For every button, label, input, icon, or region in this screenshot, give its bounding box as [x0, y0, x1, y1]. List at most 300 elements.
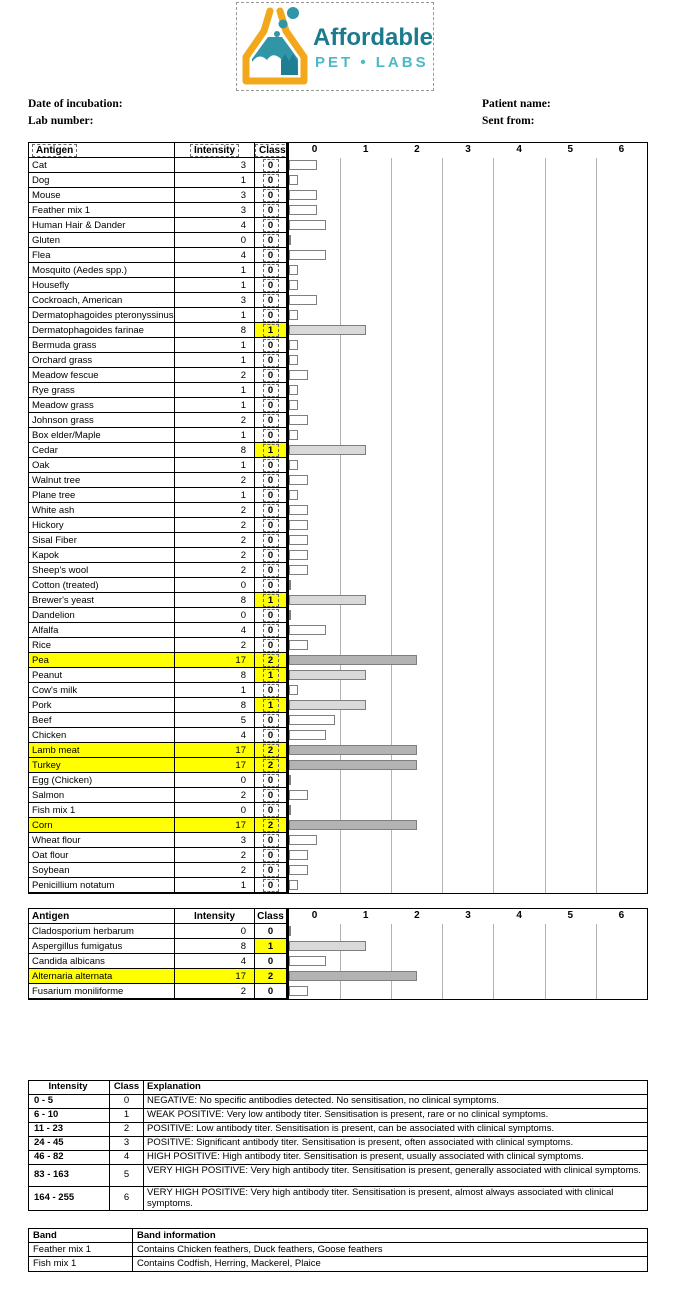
- antigen-row: [29, 939, 647, 954]
- explanation-text: HIGH POSITIVE: High antibody titer. Sensitisation is present, usually associated with clinical symptoms.: [144, 1151, 647, 1165]
- intensity-bar: [289, 160, 317, 170]
- chart-gridline: [596, 158, 597, 893]
- antigen-name: Rice: [29, 638, 175, 653]
- class-value: 0: [263, 189, 279, 202]
- intensity-value: 8: [175, 443, 255, 458]
- intensity-range: 6 - 10: [29, 1109, 110, 1123]
- axis-row: [289, 143, 647, 158]
- class-value: 0: [263, 489, 279, 502]
- intensity-range: 83 - 163: [29, 1165, 110, 1187]
- pet-labs-flask-icon: [237, 4, 433, 90]
- antigen-row: [29, 653, 647, 668]
- antigen-row: [29, 863, 647, 878]
- antigen-row: [29, 293, 647, 308]
- intensity-bar: [289, 220, 326, 230]
- antigen-row: [29, 713, 647, 728]
- class-cell: [255, 743, 289, 758]
- antigen-name: Oak: [29, 458, 175, 473]
- bar-cell: [289, 758, 647, 773]
- intensity-value: 2: [175, 503, 255, 518]
- antigen-name: Aspergillus fumigatus: [29, 939, 175, 954]
- class-cell: [255, 398, 289, 413]
- intensity-value: 8: [175, 698, 255, 713]
- chart-gridline: [442, 924, 443, 999]
- intensity-bar: [289, 850, 308, 860]
- mold-results-table: [28, 908, 648, 1000]
- explanation-row: [29, 1109, 647, 1123]
- intensity-bar: [289, 475, 308, 485]
- antigen-name: Mosquito (Aedes spp.): [29, 263, 175, 278]
- bar-cell: [289, 638, 647, 653]
- intensity-bar: [289, 745, 417, 755]
- antigen-row: [29, 533, 647, 548]
- explanation-text: WEAK POSITIVE: Very low antibody titer. Sensitisation is present, rare or no clinical symptoms.: [144, 1109, 647, 1123]
- intensity-bar: [289, 250, 326, 260]
- intensity-value: 8: [175, 668, 255, 683]
- antigen-row: [29, 458, 647, 473]
- explanation-header-row: [29, 1081, 647, 1095]
- class-cell: [255, 293, 289, 308]
- intensity-bar: [289, 956, 326, 966]
- intensity-value: 17: [175, 653, 255, 668]
- antigen-row: [29, 503, 647, 518]
- class-value: 0: [263, 684, 279, 697]
- antigen-name: Kapok: [29, 548, 175, 563]
- intensity-bar: [289, 535, 308, 545]
- intensity-bar: [289, 700, 366, 710]
- class-cell: [255, 473, 289, 488]
- intensity-value: 1: [175, 173, 255, 188]
- class-value: 0: [263, 369, 279, 382]
- class-value: 0: [263, 249, 279, 262]
- intensity-column-header: Intensity: [175, 143, 255, 158]
- antigen-row: [29, 578, 647, 593]
- antigen-name: Dermatophagoides pteronyssinus: [29, 308, 175, 323]
- class-cell: [255, 698, 289, 713]
- intensity-value: 2: [175, 788, 255, 803]
- intensity-range: 164 - 255: [29, 1187, 110, 1210]
- class-cell: [255, 443, 289, 458]
- class-cell: [255, 939, 289, 954]
- antigen-row: [29, 593, 647, 608]
- explanation-header-intensity: Intensity: [29, 1081, 110, 1095]
- class-value: 2: [263, 744, 279, 757]
- intensity-column-header: Intensity: [175, 909, 255, 924]
- intensity-value: 2: [175, 563, 255, 578]
- antigen-row: [29, 743, 647, 758]
- axis-tick-label: 6: [618, 144, 625, 155]
- class-value: 1: [263, 594, 279, 607]
- logo-title: Affordable: [313, 23, 433, 51]
- antigen-name: Dermatophagoides farinae: [29, 323, 175, 338]
- class-cell: [255, 353, 289, 368]
- antigen-row: [29, 353, 647, 368]
- antigen-row: [29, 188, 647, 203]
- intensity-value: 8: [175, 323, 255, 338]
- intensity-value: 2: [175, 638, 255, 653]
- class-value: 0: [263, 339, 279, 352]
- antigen-row: [29, 383, 647, 398]
- class-value: 0: [263, 159, 279, 172]
- intensity-bar: [289, 505, 308, 515]
- class-value: 2: [110, 1123, 144, 1137]
- patient-name-label: Patient name:: [482, 98, 551, 110]
- chart-gridline: [545, 158, 546, 893]
- intensity-bar: [289, 415, 308, 425]
- bar-cell: [289, 878, 647, 893]
- band-info: Contains Chicken feathers, Duck feathers, Goose feathers: [133, 1243, 647, 1257]
- intensity-bar: [289, 175, 298, 185]
- antigen-name: Sisal Fiber: [29, 533, 175, 548]
- antigen-row: [29, 443, 647, 458]
- explanation-row: [29, 1151, 647, 1165]
- bar-cell: [289, 848, 647, 863]
- antigen-row: [29, 413, 647, 428]
- axis-tick-label: 4: [516, 910, 522, 921]
- antigen-row: [29, 278, 647, 293]
- class-value: 0: [263, 309, 279, 322]
- class-cell: [255, 984, 289, 999]
- class-value: 0: [267, 926, 274, 937]
- class-cell: [255, 548, 289, 563]
- class-cell: [255, 518, 289, 533]
- bar-cell: [289, 698, 647, 713]
- antigen-name: Lamb meat: [29, 743, 175, 758]
- axis-tick-label: 0: [311, 144, 318, 155]
- antigen-row: [29, 233, 647, 248]
- antigen-row: [29, 833, 647, 848]
- band-row: [29, 1257, 647, 1271]
- intensity-value: 1: [175, 338, 255, 353]
- class-cell: [255, 158, 289, 173]
- bar-cell: [289, 548, 647, 563]
- class-value: 1: [110, 1109, 144, 1123]
- antigen-column-header: Antigen: [29, 143, 175, 158]
- antigen-name: Beef: [29, 713, 175, 728]
- explanation-row: [29, 1187, 647, 1210]
- antigen-row: [29, 218, 647, 233]
- intensity-bar: [289, 640, 308, 650]
- axis-tick-label: 3: [465, 144, 471, 155]
- intensity-value: 0: [175, 924, 255, 939]
- antigen-name: Housefly: [29, 278, 175, 293]
- intensity-bar: [289, 400, 298, 410]
- table-header-row: [29, 909, 647, 924]
- antigen-row: [29, 263, 647, 278]
- chart-gridline: [493, 158, 494, 893]
- intensity-value: 2: [175, 473, 255, 488]
- antigen-row: [29, 248, 647, 263]
- antigen-name: Salmon: [29, 788, 175, 803]
- bar-cell: [289, 713, 647, 728]
- bar-cell: [289, 578, 647, 593]
- intensity-bar: [289, 280, 298, 290]
- intensity-value: 0: [175, 608, 255, 623]
- antigen-row: [29, 969, 647, 984]
- intensity-bar: [289, 205, 317, 215]
- bar-cell: [289, 818, 647, 833]
- antigen-name: Flea: [29, 248, 175, 263]
- antigen-name: Sheep's wool: [29, 563, 175, 578]
- class-value: 0: [263, 624, 279, 637]
- class-value: 2: [267, 971, 274, 982]
- axis-tick-label: 1: [362, 144, 369, 155]
- intensity-bar: [289, 775, 291, 785]
- class-value: 0: [263, 354, 279, 367]
- intensity-value: 1: [175, 683, 255, 698]
- antigen-row: [29, 398, 647, 413]
- intensity-value: 2: [175, 533, 255, 548]
- class-value: 0: [263, 534, 279, 547]
- explanation-row: [29, 1123, 647, 1137]
- axis-tick-label: 2: [414, 910, 420, 921]
- antigen-row: [29, 338, 647, 353]
- antigen-row: [29, 728, 647, 743]
- bar-cell: [289, 518, 647, 533]
- intensity-value: 0: [175, 803, 255, 818]
- antigen-name: Gluten: [29, 233, 175, 248]
- intensity-bar: [289, 730, 326, 740]
- bar-cell: [289, 653, 647, 668]
- bar-cell: [289, 984, 647, 999]
- antigen-name: Bermuda grass: [29, 338, 175, 353]
- antigen-row: [29, 878, 647, 893]
- bar-cell: [289, 233, 647, 248]
- class-cell: [255, 803, 289, 818]
- bar-cell: [289, 443, 647, 458]
- bar-cell: [289, 803, 647, 818]
- intensity-bar: [289, 265, 298, 275]
- antigen-name: Walnut tree: [29, 473, 175, 488]
- intensity-value: 3: [175, 158, 255, 173]
- bar-cell: [289, 683, 647, 698]
- class-value: 0: [267, 986, 274, 997]
- antigen-name: Feather mix 1: [29, 203, 175, 218]
- bar-cell: [289, 488, 647, 503]
- bar-cell: [289, 833, 647, 848]
- class-value: 3: [110, 1137, 144, 1151]
- class-cell: [255, 773, 289, 788]
- class-cell: [255, 848, 289, 863]
- antigen-name: Turkey: [29, 758, 175, 773]
- intensity-range: 11 - 23: [29, 1123, 110, 1137]
- bar-cell: [289, 308, 647, 323]
- intensity-bar: [289, 805, 291, 815]
- bar-cell: [289, 458, 647, 473]
- intensity-bar: [289, 655, 417, 665]
- intensity-value: 1: [175, 278, 255, 293]
- class-value: 0: [263, 294, 279, 307]
- class-cell: [255, 608, 289, 623]
- class-value: 5: [110, 1165, 144, 1187]
- intensity-bar: [289, 971, 417, 981]
- chart-gridline: [340, 924, 341, 999]
- antigen-name: Candida albicans: [29, 954, 175, 969]
- class-column-header: Class: [255, 909, 289, 924]
- intensity-value: 1: [175, 458, 255, 473]
- bar-cell: [289, 939, 647, 954]
- class-value: 6: [110, 1187, 144, 1210]
- antigen-name: Fish mix 1: [29, 803, 175, 818]
- class-value: 0: [263, 204, 279, 217]
- intensity-range: 24 - 45: [29, 1137, 110, 1151]
- bar-cell: [289, 924, 647, 939]
- class-value: 1: [263, 669, 279, 682]
- class-cell: [255, 383, 289, 398]
- antigen-name: Alternaria alternata: [29, 969, 175, 984]
- class-value: 1: [263, 444, 279, 457]
- intensity-bar: [289, 715, 335, 725]
- antigen-row: [29, 368, 647, 383]
- intensity-bar: [289, 941, 366, 951]
- antigen-name: Cow's milk: [29, 683, 175, 698]
- class-value: 0: [263, 414, 279, 427]
- class-value: 0: [263, 234, 279, 247]
- band-info: Contains Codfish, Herring, Mackerel, Plaice: [137, 1258, 321, 1269]
- class-cell: [255, 878, 289, 893]
- chart-gridline: [340, 158, 341, 893]
- class-value: 0: [263, 729, 279, 742]
- antigen-name: Wheat flour: [29, 833, 175, 848]
- antigen-name: Hickory: [29, 518, 175, 533]
- antigen-row: [29, 428, 647, 443]
- chart-gridline: [442, 158, 443, 893]
- antigen-name: Box elder/Maple: [29, 428, 175, 443]
- intensity-value: 4: [175, 218, 255, 233]
- class-cell: [255, 818, 289, 833]
- antigen-row: [29, 638, 647, 653]
- antigen-row: [29, 563, 647, 578]
- intensity-value: 17: [175, 818, 255, 833]
- class-cell: [255, 593, 289, 608]
- bar-cell: [289, 773, 647, 788]
- antigen-row: [29, 818, 647, 833]
- antigen-name: Corn: [29, 818, 175, 833]
- antigen-name: Cladosporium herbarum: [29, 924, 175, 939]
- intensity-value: 2: [175, 863, 255, 878]
- bar-cell: [289, 563, 647, 578]
- antigen-name: Peanut: [29, 668, 175, 683]
- class-explanation-table: [28, 1080, 648, 1211]
- explanation-text: VERY HIGH POSITIVE: Very high antibody titer. Sensitisation is present, almost always associated with clinical symptoms.: [147, 1187, 614, 1209]
- intensity-bar: [289, 760, 417, 770]
- antigen-row: [29, 488, 647, 503]
- class-cell: [255, 503, 289, 518]
- intensity-value: 3: [175, 833, 255, 848]
- class-cell: [255, 788, 289, 803]
- class-cell: [255, 368, 289, 383]
- intensity-bar: [289, 835, 317, 845]
- allergen-results-table: [28, 142, 648, 894]
- antigen-name: Dog: [29, 173, 175, 188]
- intensity-value: 1: [175, 398, 255, 413]
- antigen-name: Human Hair & Dander: [29, 218, 175, 233]
- intensity-value: 1: [175, 383, 255, 398]
- class-cell: [255, 173, 289, 188]
- bar-cell: [289, 668, 647, 683]
- class-cell: [255, 428, 289, 443]
- antigen-row: [29, 668, 647, 683]
- antigen-row: [29, 548, 647, 563]
- antigen-row: [29, 518, 647, 533]
- axis-tick-label: 5: [567, 144, 574, 155]
- intensity-value: 17: [175, 969, 255, 984]
- class-cell: [255, 563, 289, 578]
- axis-tick-label: 1: [362, 910, 369, 921]
- antigen-row: [29, 623, 647, 638]
- antigen-name: Johnson grass: [29, 413, 175, 428]
- intensity-bar: [289, 580, 291, 590]
- class-cell: [255, 533, 289, 548]
- bar-cell: [289, 743, 647, 758]
- logo-subtitle: PET • LABS: [315, 53, 429, 71]
- class-cell: [255, 758, 289, 773]
- antigen-column-header: Antigen: [29, 909, 175, 924]
- intensity-value: 8: [175, 939, 255, 954]
- intensity-bar: [289, 430, 298, 440]
- class-value: 0: [263, 804, 279, 817]
- bar-cell: [289, 728, 647, 743]
- sent-from-label: Sent from:: [482, 115, 535, 127]
- antigen-name: Egg (Chicken): [29, 773, 175, 788]
- intensity-bar: [289, 820, 417, 830]
- bar-cell: [289, 788, 647, 803]
- class-cell: [255, 969, 289, 984]
- class-value: 0: [263, 639, 279, 652]
- antigen-row: [29, 683, 647, 698]
- intensity-value: 1: [175, 428, 255, 443]
- intensity-bar: [289, 986, 308, 996]
- intensity-value: 4: [175, 623, 255, 638]
- explanation-text: POSITIVE: Low antibody titer. Sensitisation is present, can be associated with clinical symptoms.: [144, 1123, 647, 1137]
- antigen-row: [29, 308, 647, 323]
- band-name: Fish mix 1: [29, 1257, 133, 1271]
- class-value: 0: [263, 384, 279, 397]
- intensity-value: 0: [175, 233, 255, 248]
- intensity-bar: [289, 565, 308, 575]
- intensity-bar: [289, 880, 298, 890]
- table-header-row: [29, 143, 647, 158]
- intensity-bar: [289, 235, 291, 245]
- antigen-name: Rye grass: [29, 383, 175, 398]
- axis-tick-label: 4: [516, 144, 522, 155]
- intensity-value: 2: [175, 848, 255, 863]
- class-value: 0: [263, 264, 279, 277]
- antigen-name: Alfalfa: [29, 623, 175, 638]
- class-cell: [255, 578, 289, 593]
- class-cell: [255, 338, 289, 353]
- axis-tick-label: 2: [414, 144, 420, 155]
- axis-tick-label: 6: [618, 910, 625, 921]
- class-cell: [255, 218, 289, 233]
- class-cell: [255, 203, 289, 218]
- bar-cell: [289, 173, 647, 188]
- class-cell: [255, 263, 289, 278]
- class-value: 0: [263, 174, 279, 187]
- bar-cell: [289, 383, 647, 398]
- antigen-name: Orchard grass: [29, 353, 175, 368]
- intensity-bar: [289, 355, 298, 365]
- class-cell: [255, 248, 289, 263]
- lab-number-label: Lab number:: [28, 115, 94, 127]
- axis-row: [289, 909, 647, 924]
- bar-cell: [289, 353, 647, 368]
- antigen-name: Pork: [29, 698, 175, 713]
- intensity-value: 4: [175, 248, 255, 263]
- chart-gridline: [545, 924, 546, 999]
- class-value: 0: [263, 864, 279, 877]
- class-cell: [255, 323, 289, 338]
